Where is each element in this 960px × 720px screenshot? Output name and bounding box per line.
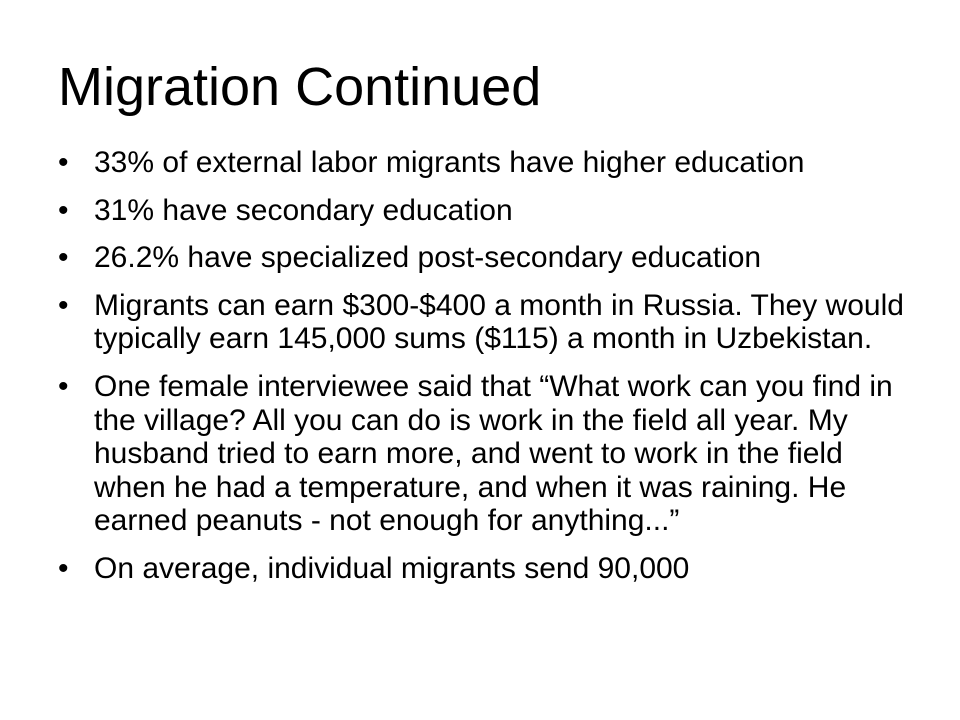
bullet-dot: • [58, 146, 69, 179]
bullet-list [58, 146, 918, 600]
slide-title: Migration Continued [58, 57, 542, 117]
bullet-item-2 [58, 194, 918, 228]
bullet-item-6 [58, 552, 918, 586]
bullet-text: 26.2% have specialized post-secondary education [94, 241, 762, 275]
bullet-item-3 [58, 241, 918, 275]
bullet-text: Migrants can earn $300-$400 a month in Russia. They would typically earn 145,000 sums ($115) a month in Uzbekistan. [94, 288, 904, 356]
bullet-item-5 [58, 370, 918, 538]
bullet-dot: • [58, 551, 69, 585]
bullet-text: One female interviewee said that “What work can you find in the village? All you can do is work in the field all year. My husband tried to earn more, and went to work in the field when he had a temperature, and when it was raining. He earned peanuts - not enough for anything...” [94, 369, 893, 538]
bullet-text: 33% of external labor migrants have higher education [94, 146, 805, 179]
bullet-dot: • [58, 369, 69, 403]
bullet-text: 31% have secondary education [94, 193, 513, 227]
bullet-text: On average, individual migrants send 90,000 [94, 551, 690, 585]
bullet-dot: • [58, 288, 69, 322]
bullet-dot: • [58, 241, 69, 275]
bullet-dot: • [58, 193, 69, 227]
bullet-item-1 [58, 146, 918, 180]
bullet-item-4 [58, 289, 918, 356]
